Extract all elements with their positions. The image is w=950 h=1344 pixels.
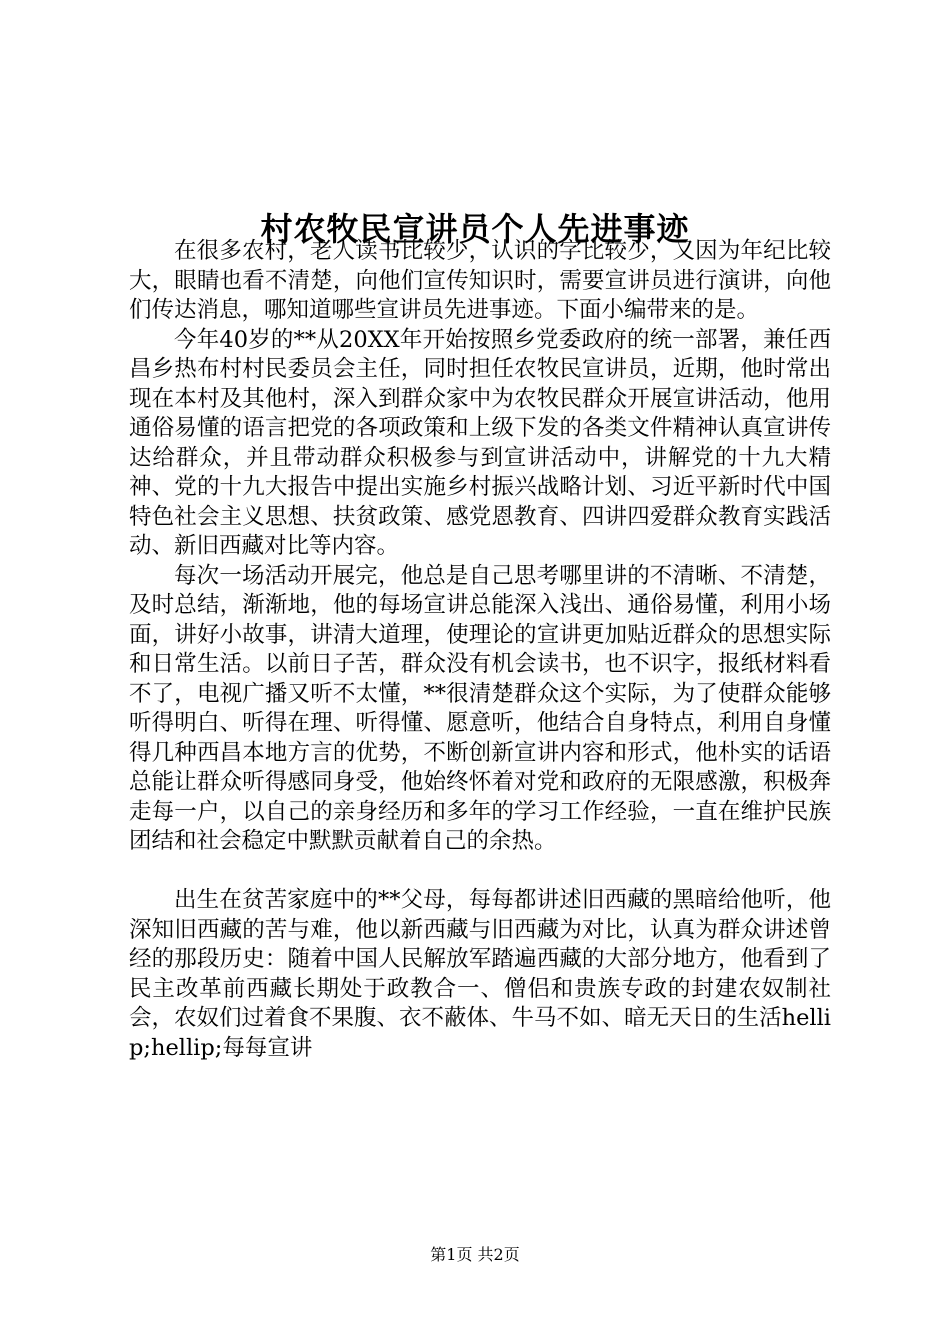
- paragraph-method: 每次一场活动开展完，他总是自己思考哪里讲的不清晰、不清楚，及时总结，渐渐地，他的每场宣讲总能深入浅出、通俗易懂，利用小场面，讲好小故事，讲清大道理，使理论的宣讲更加贴近群众的思想实际和日常生活。以前日子苦，群众没有机会读书，也不识字，报纸材料看不了，电视广播又听不太懂，**很清楚群众这个实际，为了使群众能够听得明白、听得在理、听得懂、愿意听，他结合自身特点，利用自身懂得几种西昌本地方言的优势，不断创新宣讲内容和形式，他朴实的话语总能让群众听得感同身受，他始终怀着对党和政府的无限感激，积极奔走每一户，以自己的亲身经历和多年的学习工作经验，一直在维护民族团结和社会稳定中默默贡献着自己的余热。: [129, 562, 831, 854]
- paragraph-history: 出生在贫苦家庭中的**父母，每每都讲述旧西藏的黑暗给他听，他深知旧西藏的苦与难，他以新西藏与旧西藏为对比，认真为群众讲述曾经的那段历史：随着中国人民解放军踏遍西藏的大部分地方，他看到了民主改革前西藏长期处于政教合一、僧侣和贵族专政的封建农奴制社会，农奴们过着食不果腹、衣不蔽体、牛马不如、暗无天日的生活hellip;hellip;每每宣讲: [129, 887, 831, 1061]
- paragraph-background: 今年40岁的**从20XX年开始按照乡党委政府的统一部署，兼任西昌乡热布村村民委员会主任，同时担任农牧民宣讲员，近期，他时常出现在本村及其他村，深入到群众家中为农牧民群众开展宣讲活动，他用通俗易懂的语言把党的各项政策和上级下发的各类文件精神认真宣讲传达给群众，并且带动群众积极参与到宣讲活动中，讲解党的十九大精神、党的十九大报告中提出实施乡村振兴战略计划、习近平新时代中国特色社会主义思想、扶贫政策、感党恩教育、四讲四爱群众教育实践活动、新旧西藏对比等内容。: [129, 326, 831, 559]
- document-body: [129, 237, 831, 1063]
- paragraph-intro: 在很多农村，老人读书比较少，认识的字比较少，又因为年纪比较大，眼睛也看不清楚，向他们宣传知识时，需要宣讲员进行演讲，向他们传达消息，哪知道哪些宣讲员先进事迹。下面小编带来的是。: [129, 238, 831, 323]
- page-number-footer: 第1页 共2页: [430, 1245, 520, 1264]
- page-title: 村农牧民宣讲员个人先进事迹: [260, 210, 690, 249]
